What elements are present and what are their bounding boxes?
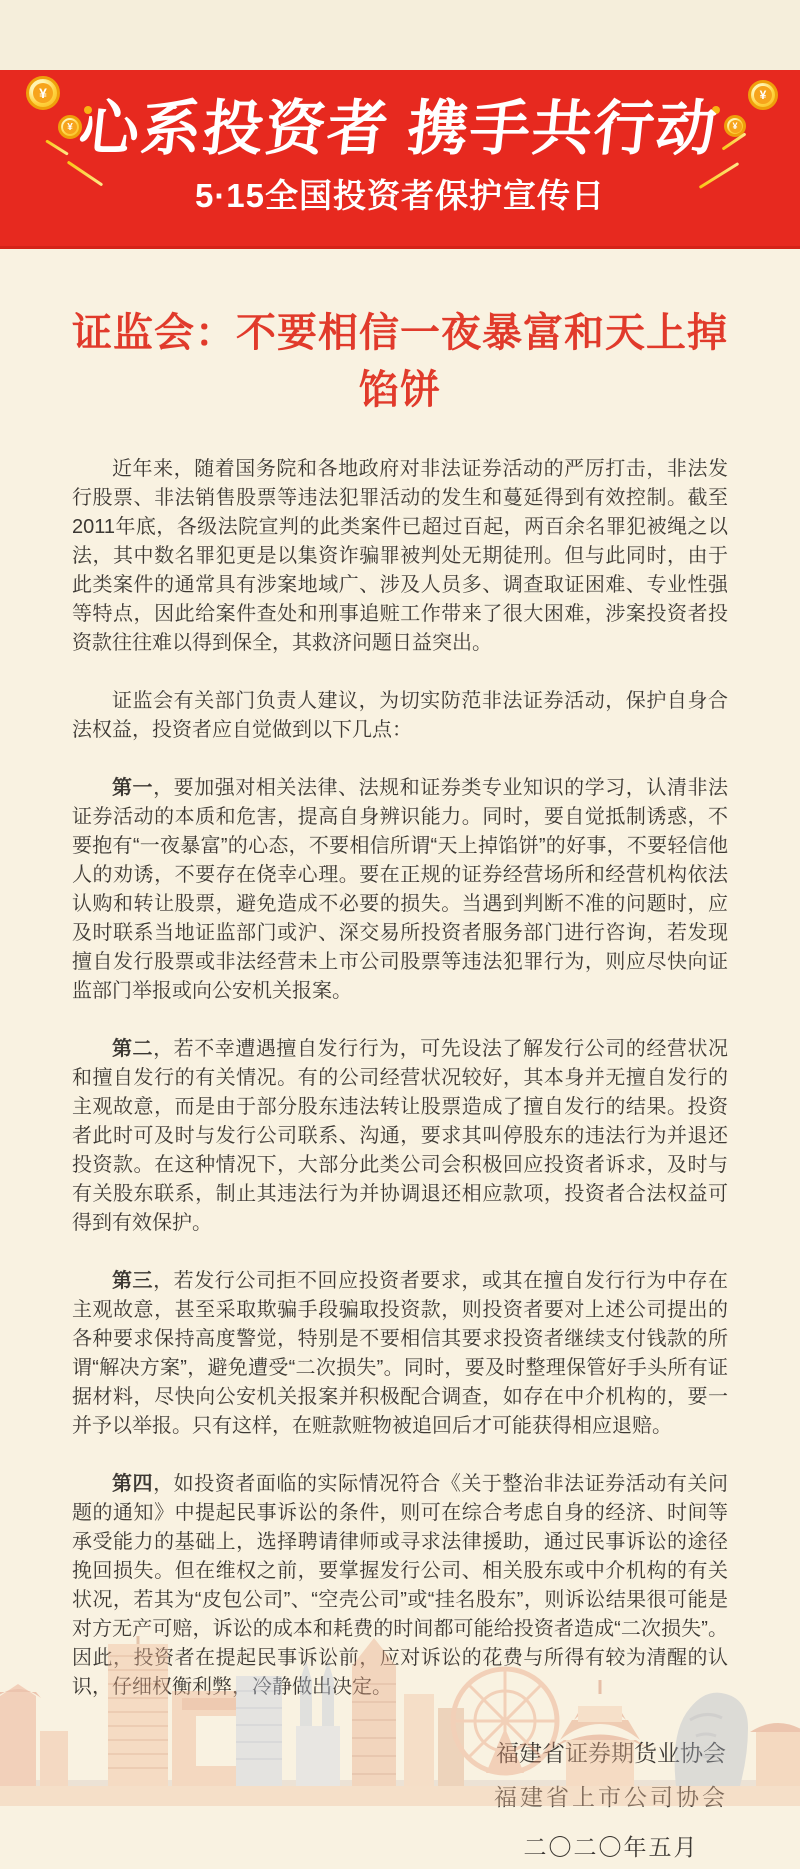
- paragraph-advice-intro: [72, 687, 728, 745]
- paragraph-text: ，若发行公司拒不回应投资者要求，或其在擅自发行行为中存在主观故意，甚至采取欺骗手段骗取投资款，则投资者要对上述公司提出的各种要求保持高度警觉，特别是不要相信其要求投资者继续支付钱款的所谓“解决方案”，避免遭受“二次损失”。同时，要及时整理保管好手头所有证据材料，尽快向公安机关报案并积极配合调查，如存在中介机构的，要一并予以举报。只有这样，在赃款赃物被追回后才可能获得相应退赔。: [72, 1270, 729, 1437]
- paragraph-lead: 第二: [112, 1038, 154, 1060]
- paragraph-point-1: [72, 774, 728, 1006]
- paragraph-lead: 第四: [112, 1473, 154, 1495]
- signature-block: [72, 1731, 728, 1869]
- yuan-symbol: ¥: [33, 83, 53, 103]
- paragraph-lead: 第三: [112, 1270, 154, 1292]
- banner-title: 心系投资者 携手共行动: [75, 95, 722, 162]
- yuan-symbol: ¥: [754, 86, 772, 104]
- paragraph-point-4: [72, 1470, 728, 1702]
- paragraph-text: ，要加强对相关法律、法规和证券类专业知识的学习，认清非法证券活动的本质和危害，提高自身辨识能力。同时，要自觉抵制诱惑，不要抱有“一夜暴富”的心态，不要相信所谓“天上掉馅饼”的好事，不要轻信他人的劝诱，不要存在侥幸心理。要在正规的证券经营场所和经营机构依法认购和转让股票，避免造成不必要的损失。当遇到判断不准的问题时，应及时联系当地证监部门或沪、深交易所投资者服务部门进行咨询，若发现擅自发行股票或非法经营未上市公司股票等违法犯罪行为，则应尽快向证监部门举报或向公安机关报案。: [72, 777, 729, 1002]
- paragraph-lead: 第一: [112, 777, 154, 799]
- article-headline: 证监会：不要相信一夜暴富和天上掉馅饼: [72, 311, 728, 412]
- signature-org-2: 福建省上市公司协会: [494, 1784, 728, 1810]
- paragraph-point-2: [72, 1035, 728, 1238]
- paragraph-text: 证监会有关部门负责人建议，为切实防范非法证券活动，保护自身合法权益，投资者应自觉做到以下几点：: [72, 690, 728, 741]
- banner-subtitle: 5·15全国投资者保护宣传日: [194, 177, 606, 214]
- signature-org-1: 福建省证券期货业协会: [496, 1740, 726, 1766]
- yuan-symbol: ¥: [63, 120, 77, 134]
- paragraph-text: ，如投资者面临的实际情况符合《关于整治非法证券活动有关问题的通知》中提起民事诉讼的条件，则可在综合考虑自身的经济、时间等承受能力的基础上，选择聘请律师或寻求法律援助，通过民事诉讼的途径挽回损失。但在维权之前，要掌握发行公司、相关股东或中介机构的有关状况，若其为“皮包公司”、“空壳公司”或“挂名股东”，则诉讼结果很可能是对方无产可赔，诉讼的成本和耗费的时间都可能给投资者造成“二次损失”。因此，投资者在提起民事诉讼前，应对诉讼的花费与所得有较为清醒的认识，仔细权衡利弊，冷静做出决定。: [72, 1473, 729, 1698]
- signature-inner: [494, 1731, 728, 1869]
- top-margin-strip: [0, 0, 800, 70]
- yuan-symbol: ¥: [729, 120, 742, 133]
- signature-date: 二〇二〇年五月: [523, 1834, 699, 1860]
- paragraph-text: 近年来，随着国务院和各地政府对非法证券活动的严厉打击，非法发行股票、非法销售股票等违法犯罪活动的发生和蔓延得到有效控制。截至2011年底，各级法院宣判的此类案件已超过百起，两百余名罪犯被绳之以法，其中数名罪犯更是以集资诈骗罪被判处无期徒刑。但与此同时，由于此类案件的通常具有涉案地域广、涉及人员多、调查取证困难、专业性强等特点，因此给案件查处和刑事追赃工作带来了很大困难，涉案投资者投资款往往难以得到保全，其救济问题日益突出。: [72, 458, 728, 654]
- header-banner: [0, 70, 800, 249]
- paragraph-text: ，若不幸遭遇擅自发行行为，可先设法了解发行公司的经营状况和擅自发行的有关情况。有的公司经营状况较好，其本身并无擅自发行的主观故意，而是由于部分股东违法转让股票造成了擅自发行的结果。投资者此时可及时与发行公司联系、沟通，要求其叫停股东的违法行为并退还投资款。在这种情况下，大部分此类公司会积极回应投资者诉求，及时与有关股东联系，制止其违法行为并协调退还相应款项，投资者合法权益可得到有效保护。: [72, 1038, 729, 1234]
- article-paragraphs: [72, 455, 728, 1702]
- paragraph-intro: [72, 455, 728, 658]
- article-body: [0, 249, 800, 1869]
- paragraph-point-3: [72, 1267, 728, 1441]
